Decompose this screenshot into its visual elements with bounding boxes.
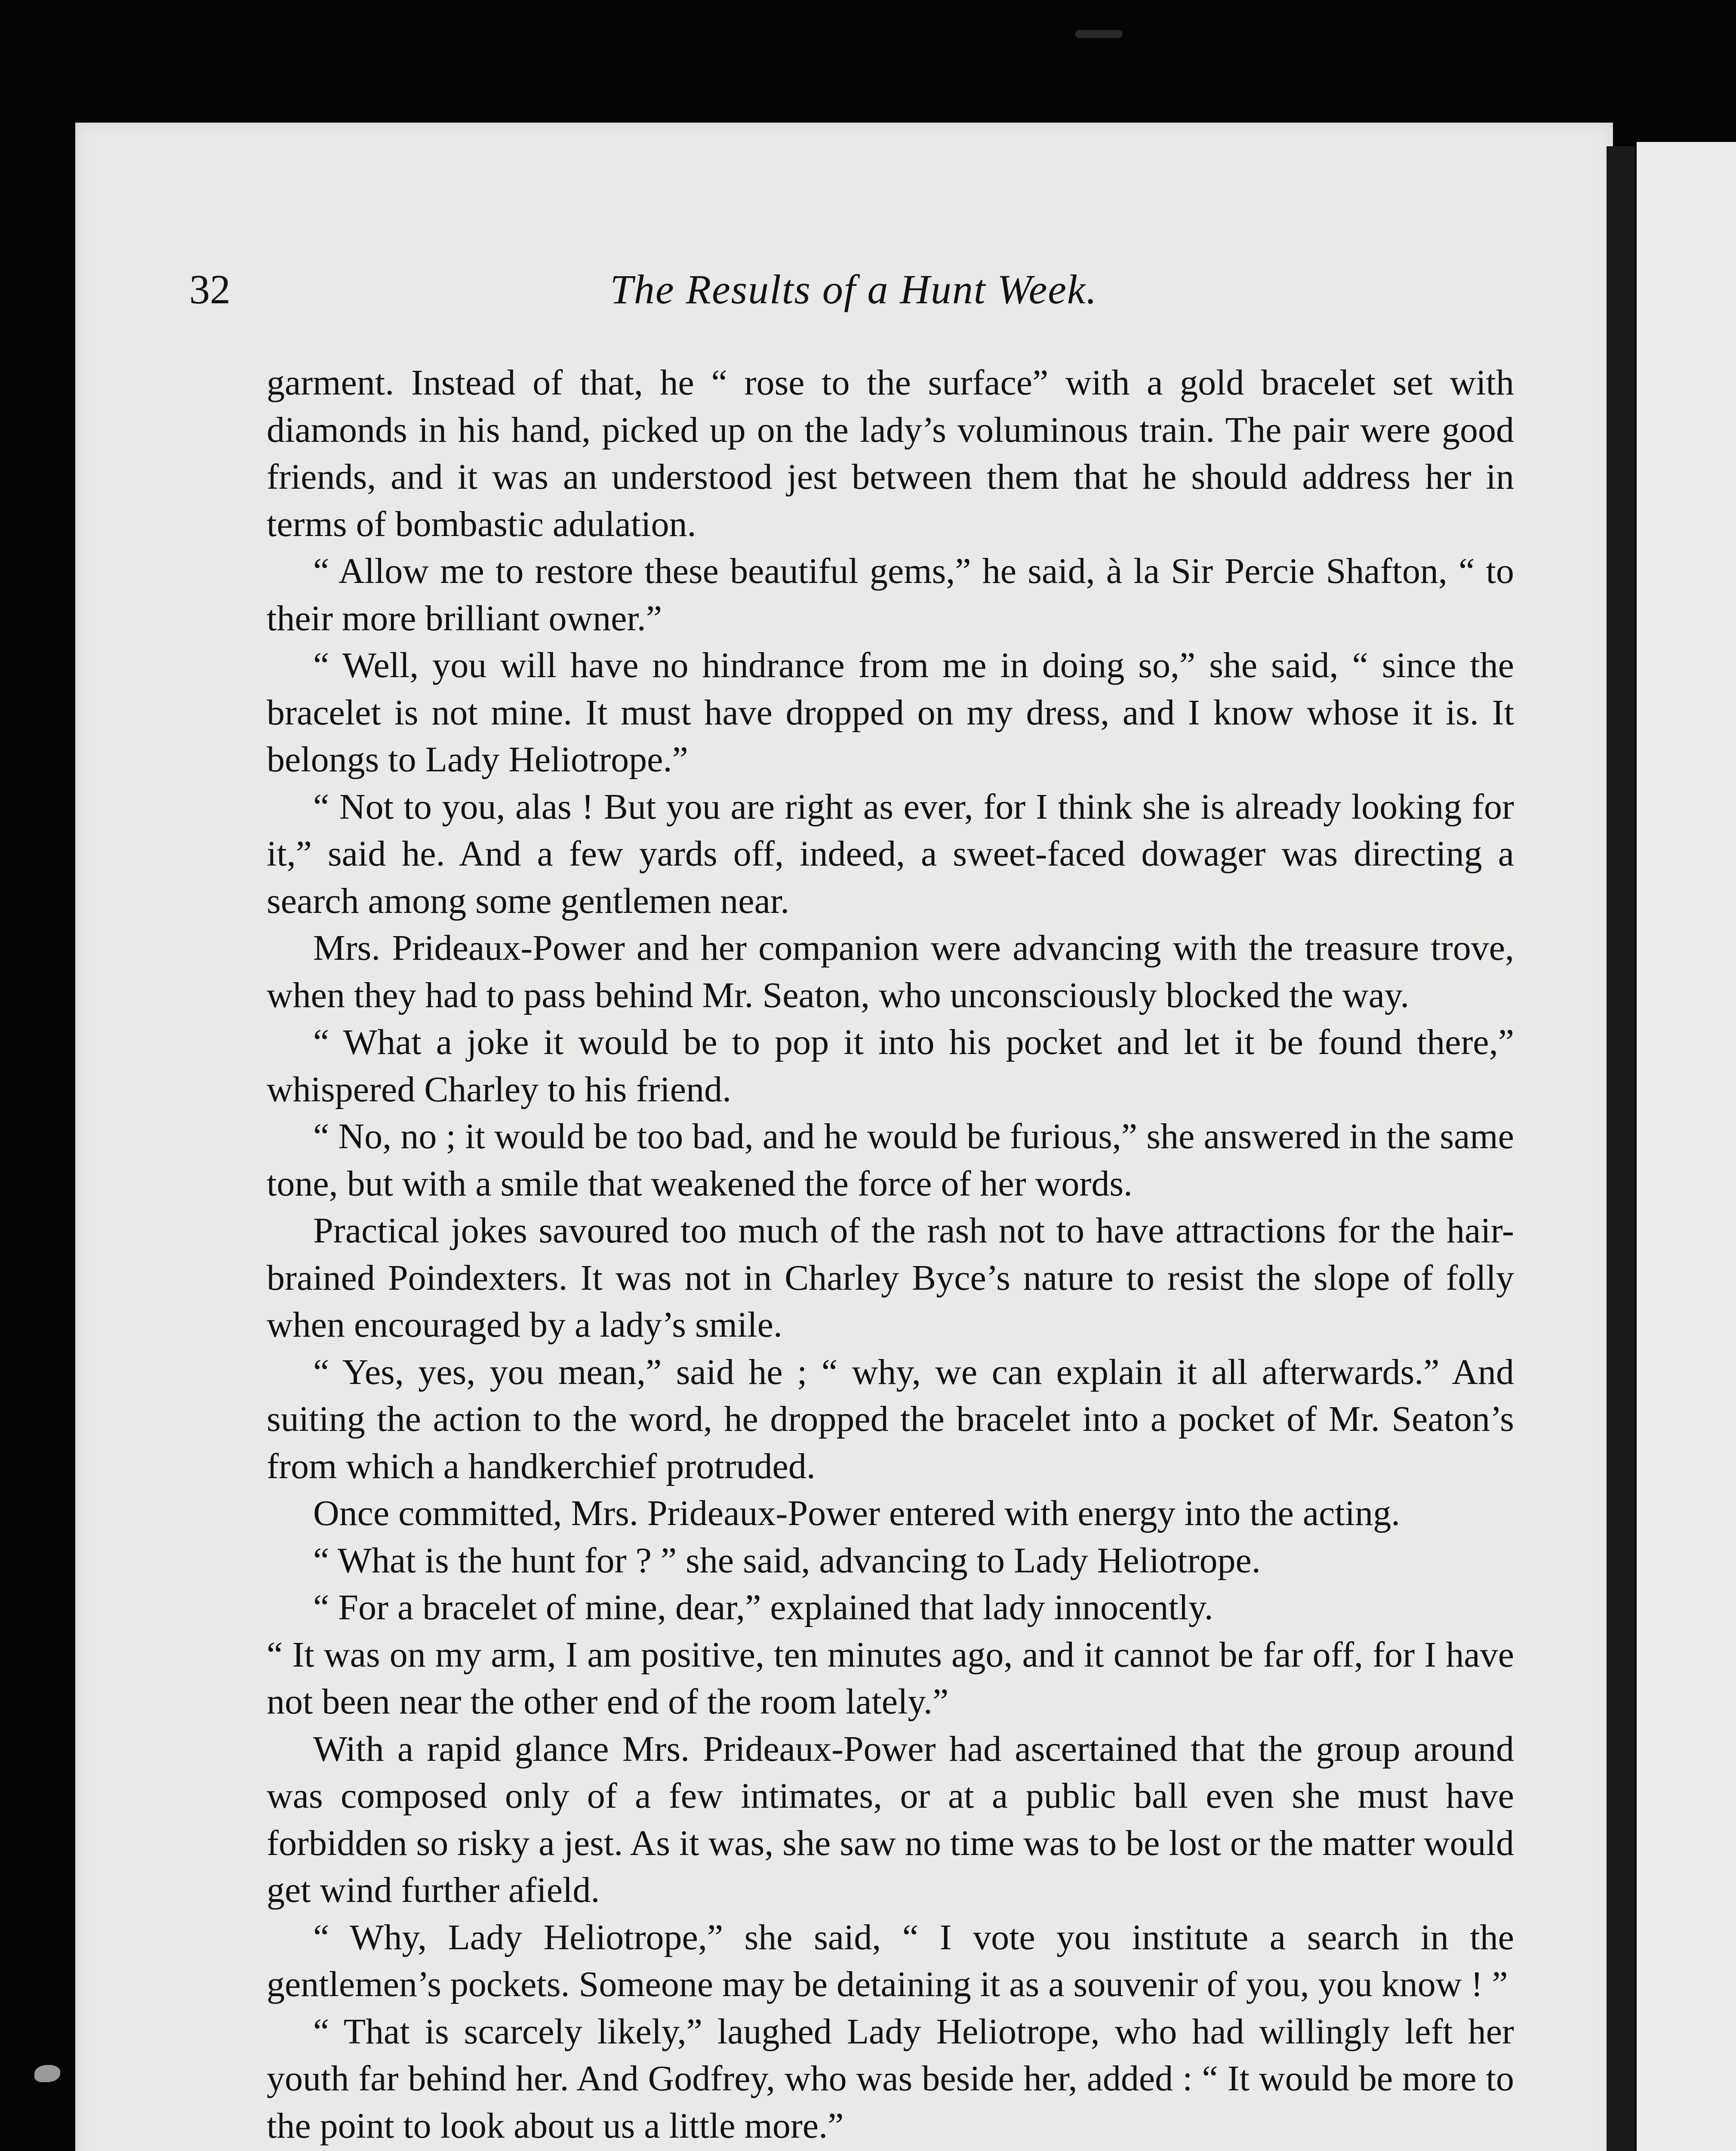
scan-artifact-top bbox=[1075, 30, 1123, 38]
paragraph: “ It was on my arm, I am positive, ten minutes ago, and it cannot be far off, for I have not been near the other end of the room lately.” bbox=[267, 1634, 1514, 1722]
scan-artifact-left bbox=[34, 2065, 60, 2082]
paragraph: “ For a bracelet of mine, dear,” explained that lady innocently. bbox=[313, 1587, 1213, 1627]
paragraph: Mrs. Prideaux-Power and her companion were advancing with the treasure trove, when they had to pass behind Mr. Seaton, who unconsciously blocked the way. bbox=[267, 928, 1514, 1015]
paragraph: “ Yes, yes, you mean,” said he ; “ why, we can explain it all afterwards.” And suiting the action to the word, he dropped the bracelet into a pocket of Mr. Seaton’s from which a handkerchief protruded. bbox=[267, 1352, 1514, 1486]
adjacent-page-edge bbox=[1637, 142, 1736, 2151]
paragraph: Once committed, Mrs. Prideaux-Power entered with energy into the acting. bbox=[313, 1493, 1400, 1533]
paragraph: “ Well, you will have no hindrance from me in doing so,” she said, “ since the bracelet is not mine. It must have dropped on my dress, and I know whose it is. It belongs to Lady Heliotrope.” bbox=[267, 645, 1514, 780]
paragraph: “ What is the hunt for ? ” she said, advancing to Lady Heliotrope. bbox=[313, 1540, 1261, 1581]
paragraph: “ Allow me to restore these beautiful gems,” he said, à la Sir Percie Shafton, “ to their more brilliant owner.” bbox=[267, 551, 1514, 638]
paragraph bbox=[267, 2149, 1514, 2151]
paragraph: garment. Instead of that, he “ rose to the surface” with a gold bracelet set with diamonds in his hand, picked up on the lady’s voluminous train. The pair were good friends, and it was an understood jest between them that he should address her in terms of bombastic adulation. bbox=[267, 363, 1514, 544]
paragraph: Practical jokes savoured too much of the rash not to have attractions for the hair-brained Poindexters. It was not in Charley Byce’s nature to resist the slope of folly when encouraged by a lady’s smile. bbox=[267, 1211, 1514, 1345]
paragraph: “ What a joke it would be to pop it into his pocket and let it be found there,” whispered Charley to his friend. bbox=[267, 1022, 1514, 1109]
paragraph: “ No, no ; it would be too bad, and he would be furious,” she answered in the same tone, but with a smile that weakened the force of her words. bbox=[267, 1116, 1514, 1204]
running-head bbox=[189, 262, 1518, 317]
paragraph: “ That is scarcely likely,” laughed Lady Heliotrope, who had willingly left her youth far behind her. And Godfrey, who was beside her, added : “ It would be more to the point to look about us a little more.” bbox=[267, 2011, 1514, 2146]
page-number: 32 bbox=[189, 266, 231, 312]
paragraph: With a rapid glance Mrs. Prideaux-Power had ascertained that the group around was composed only of a few intimates, or at a public ball even she must have forbidden so risky a jest. As it was, she saw no time was to be lost or the matter would get wind further afield. bbox=[267, 1729, 1514, 1910]
running-title: The Results of a Hunt Week. bbox=[610, 266, 1098, 312]
body-text bbox=[267, 359, 1514, 2151]
paragraph: “ Not to you, alas ! But you are right as ever, for I think she is already looking for it,” said he. And a few yards off, indeed, a sweet-faced dowager was directing a search among some gentlemen near. bbox=[267, 786, 1514, 921]
page-gutter-shadow bbox=[1607, 146, 1634, 2151]
paragraph: “ Why, Lady Heliotrope,” she said, “ I vote you institute a search in the gentlemen’s pockets. Someone may be detaining it as a souvenir of you, you know ! ” bbox=[267, 1917, 1514, 2004]
